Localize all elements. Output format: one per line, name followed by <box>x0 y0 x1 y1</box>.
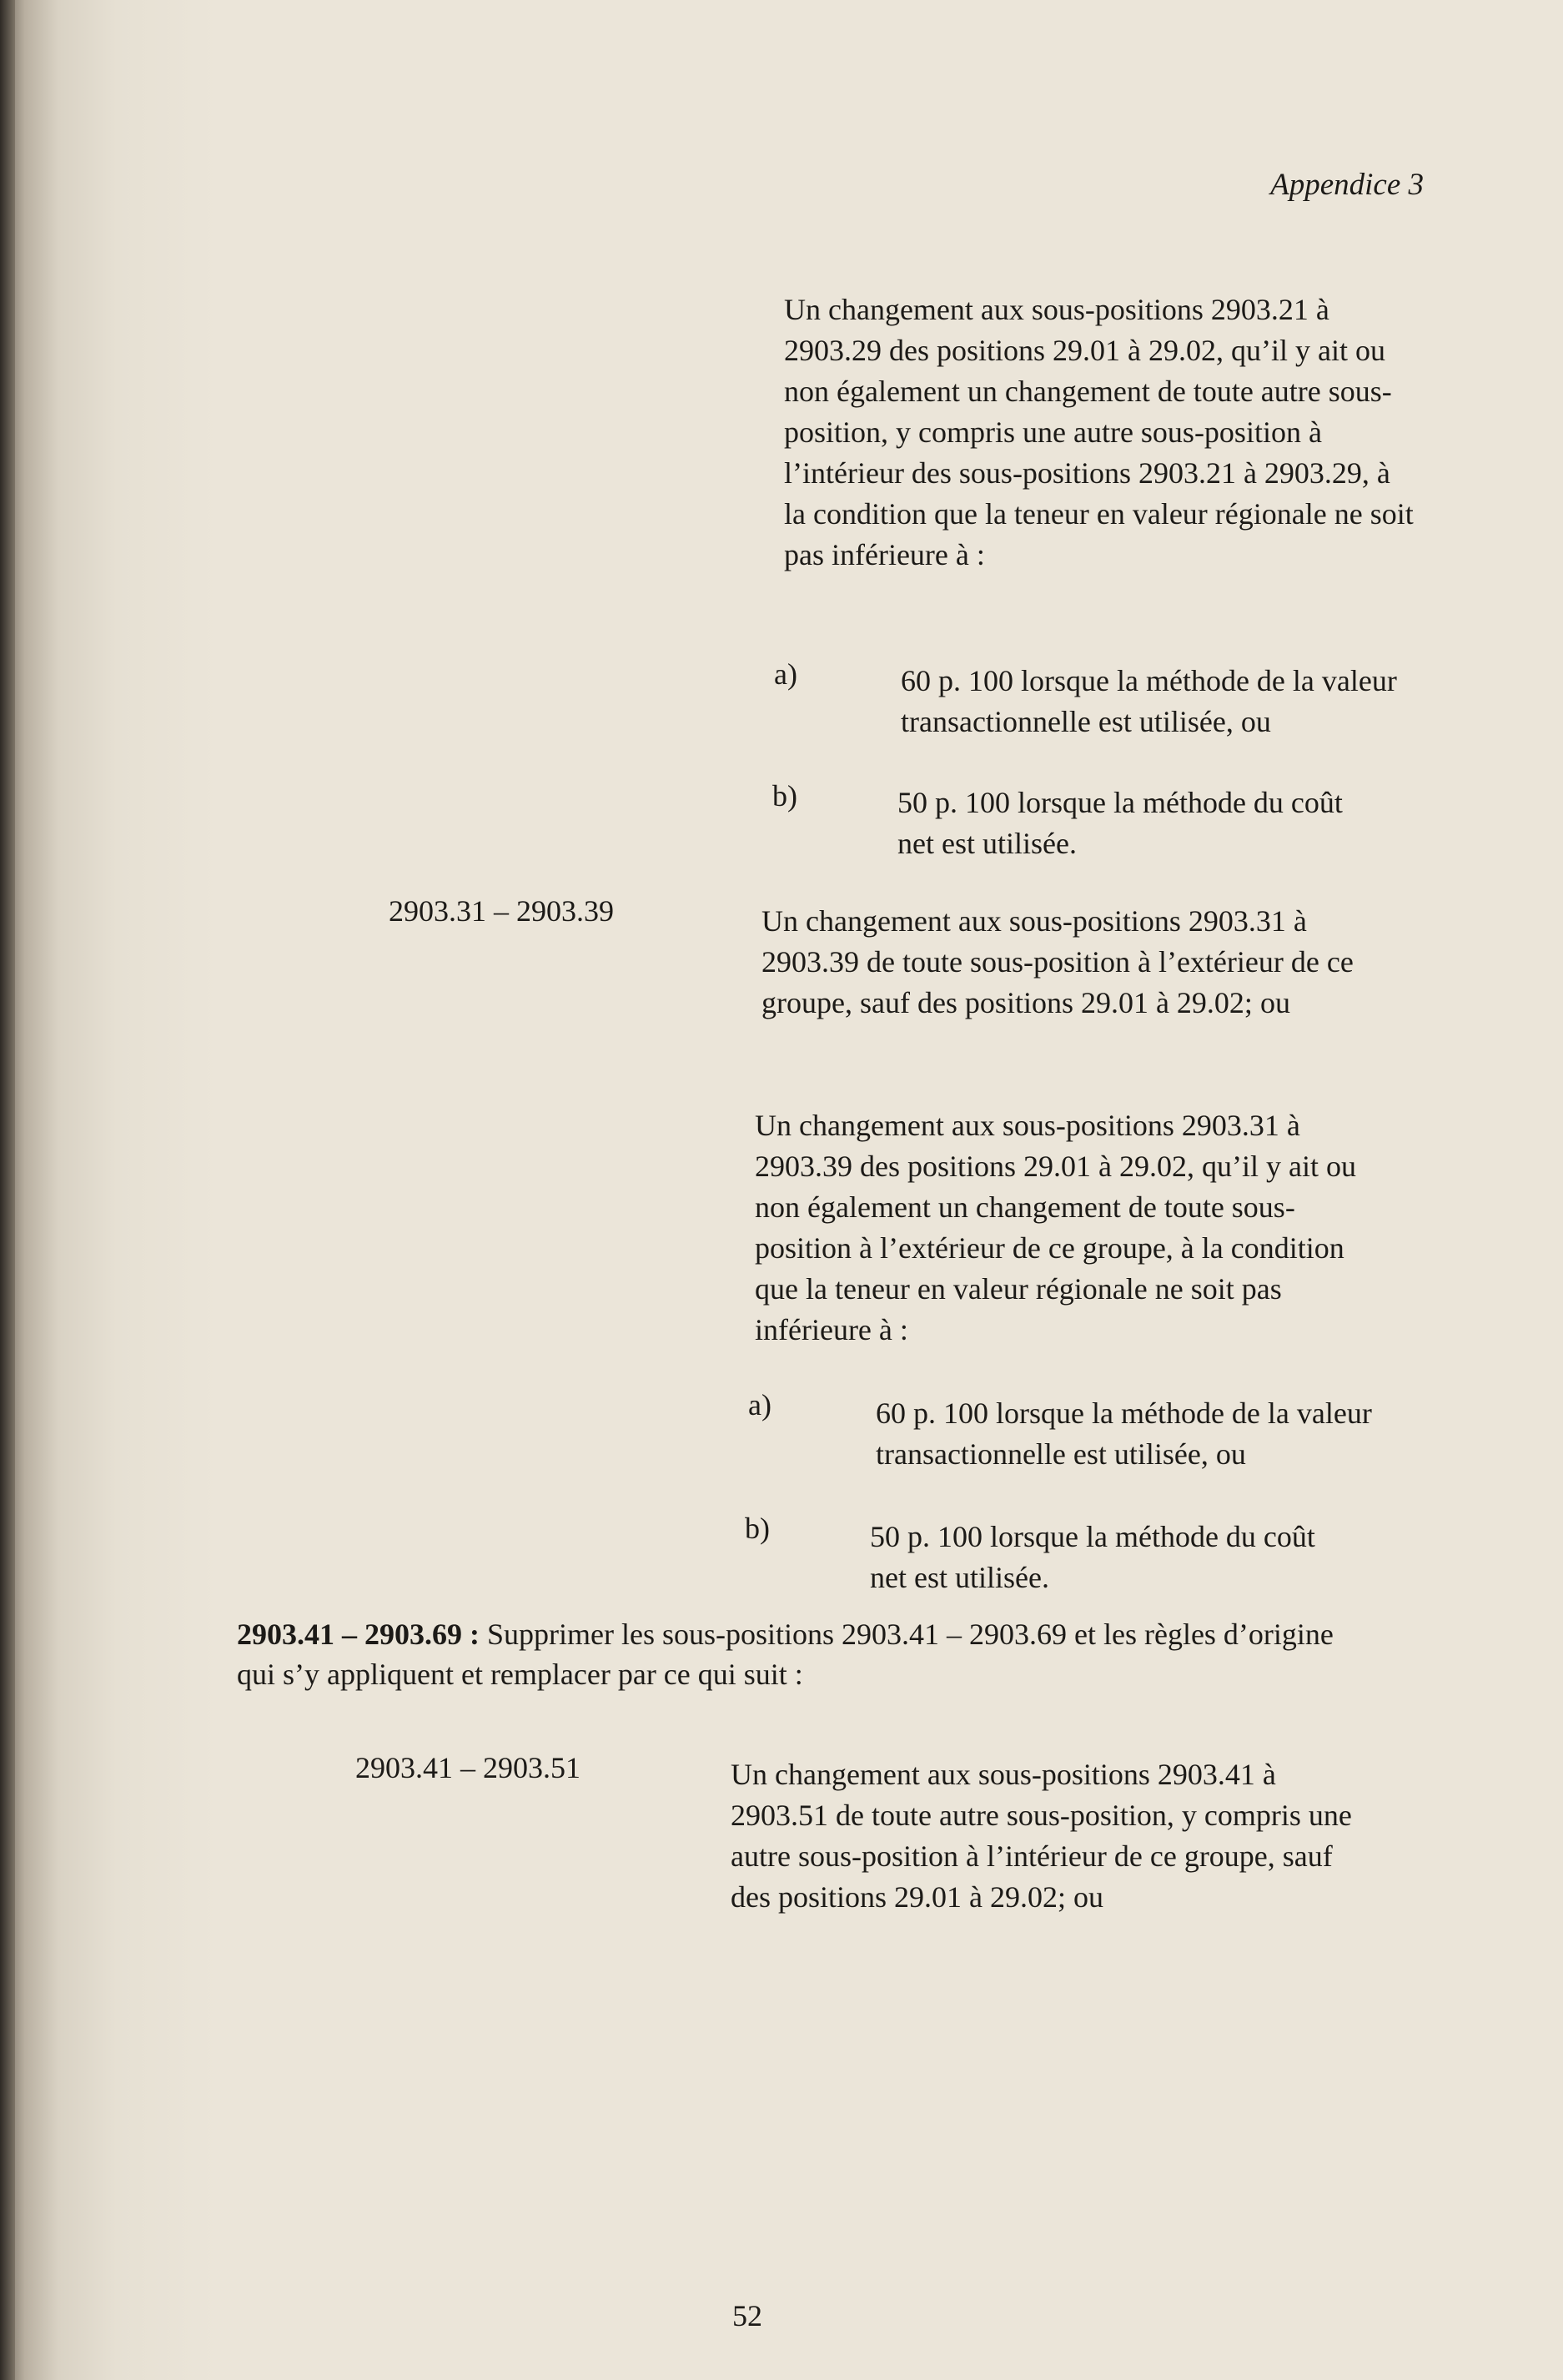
amendment-code: 2903.41 – 2903.69 : <box>237 1618 480 1651</box>
rule-2-code: 2903.31 – 2903.39 <box>389 894 614 928</box>
rule-1-item-b-text: 50 p. 100 lorsque la méthode du coût net est utilisée. <box>897 786 1343 860</box>
rule-2-text: Un changement aux sous-positions 2903.31 à 2903.39 de toute sous-position à l’extérieur de ce groupe, sauf des positions 29.01 à 29.02; ou <box>761 904 1354 1019</box>
rule-3-item-a-text: 60 p. 100 lorsque la méthode de la valeur transactionnelle est utilisée, ou <box>876 1396 1372 1471</box>
rule-1-item-a-text: 60 p. 100 lorsque la méthode de la valeur transactionnelle est utilisée, ou <box>901 664 1397 738</box>
rule-3-item-b-text: 50 p. 100 lorsque la méthode du coût net est utilisée. <box>870 1520 1315 1594</box>
rule-1-item-a-label: a) <box>774 657 797 691</box>
rule-1-item-b-label: b) <box>772 779 797 813</box>
rule-1-text: Un changement aux sous-positions 2903.21 à 2903.29 des positions 29.01 à 29.02, qu’il y ait ou non également un changement de toute autre sous-position, y compris une autre sous-position à l’intérieur des sous-positions 2903.21 à 2903.29, à la condition que la teneur en valeur régionale ne soit pas inférieure à : <box>784 293 1414 571</box>
rule-3-item-b-label: b) <box>745 1512 770 1545</box>
amendment-text: Supprimer les sous-positions 2903.41 – 2903.69 et les règles d’origine qui s’y appliquent et remplacer par ce qui suit : <box>237 1618 1334 1691</box>
rule-3-text: Un changement aux sous-positions 2903.31 à 2903.39 des positions 29.01 à 29.02, qu’il y ait ou non également un changement de toute sous-position à l’extérieur de ce groupe, à la condition que la teneur en valeur régionale ne soit pas inférieure à : <box>755 1109 1356 1346</box>
amendment-instruction <box>237 1614 1346 1694</box>
new-rule-text: Un changement aux sous-positions 2903.41 à 2903.51 de toute autre sous-position, y compris une autre sous-position à l’intérieur de ce groupe, sauf des positions 29.01 à 29.02; ou <box>731 1758 1352 1914</box>
rule-3-item-a-label: a) <box>748 1388 771 1421</box>
running-head: Appendice 3 <box>1270 168 1424 202</box>
book-spine-shadow <box>0 0 15 2380</box>
new-rule-code: 2903.41 – 2903.51 <box>355 1751 580 1784</box>
page-number: 52 <box>732 2299 762 2332</box>
